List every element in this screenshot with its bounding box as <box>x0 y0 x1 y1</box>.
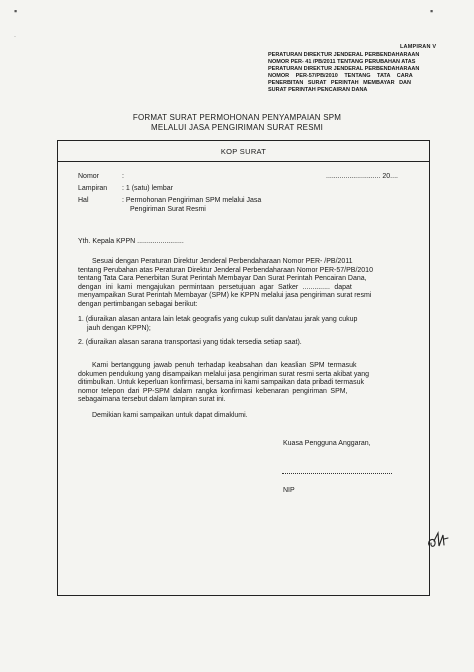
punch-mark-left: ▪ <box>14 6 18 16</box>
punch-mark-right: ▪ <box>430 6 434 16</box>
nomor-colon: : <box>122 173 124 180</box>
regulation-line: PERATURAN DIREKTUR JENDERAL PERBENDAHARAAN <box>268 52 420 58</box>
signature-dotted-line <box>282 473 392 474</box>
regulation-line: SURAT PERINTAH PENCAIRAN DANA <box>268 87 368 93</box>
regulation-reference <box>268 52 448 94</box>
paragraph-line: menyampaikan Surat Perintah Membayar (SPM) ke KPPN melalui jasa pengiriman surat resmi <box>78 292 372 300</box>
paragraph-line: Sesuai dengan Peraturan Direktur Jenderal Perbendaharaan Nomor PER- /PB/2011 <box>92 258 353 265</box>
format-title-line-1: FORMAT SURAT PERMOHONAN PENYAMPAIAN SPM <box>132 113 342 122</box>
reason-item-1 <box>78 316 410 333</box>
reason-line: jauh dengan KPPN); <box>87 324 151 332</box>
hal-label: Hal <box>78 197 89 204</box>
format-title <box>0 113 474 133</box>
lampiran-field-value: : 1 (satu) lembar <box>122 185 173 192</box>
regulation-line: NOMOR PER- 41 /PB/2011 TENTANG PERUBAHAN ATAS <box>268 59 416 65</box>
nip-label: NIP <box>283 487 295 494</box>
lampiran-field-label: Lampiran <box>78 185 108 192</box>
letterhead-area <box>58 141 429 162</box>
hal-value-line-2: Pengiriman Surat Resmi <box>130 206 206 213</box>
reason-line: 2. (diuraikan alasan sarana transportasi yang tidak tersedia setiap saat). <box>78 339 302 346</box>
signer-title: Kuasa Pengguna Anggaran, <box>283 440 371 447</box>
responsibility-paragraph <box>78 362 410 405</box>
regulation-line: PENERBITAN SURAT PERINTAH MEMBAYAR DAN <box>268 80 411 86</box>
paragraph-line: nomor telepon dari PP-SPM dalam rangka konfirmasi kebenaran pengiriman SPM, <box>78 387 348 395</box>
hal-value-line-1: : Permohonan Pengiriman SPM melalui Jasa <box>122 197 262 204</box>
lampiran-label: LAMPIRAN V <box>400 44 437 50</box>
paragraph-line: dengan pertimbangan sebagai berikut: <box>78 300 198 308</box>
paragraph-line: dengan ini kami mengajukan permintaan persetujuan agar Satker .............. dapat <box>78 283 352 291</box>
paragraph-line: tentang Perubahan atas Peraturan Direktur Jenderal Perbendaharaan Nomor PER-57/PB/2010 <box>78 266 373 274</box>
nomor-label: Nomor <box>78 173 100 180</box>
letter-frame <box>57 140 430 596</box>
regulation-line: PERATURAN DIREKTUR JENDERAL PERBENDAHARAAN <box>268 66 420 72</box>
closing-sentence: Demikian kami sampaikan untuk dapat dimaklumi. <box>92 412 248 419</box>
paragraph-line: sebagaimana tersebut dalam lampiran surat ini. <box>78 396 226 404</box>
handwritten-initial <box>425 529 451 553</box>
regulation-line: NOMOR PER-57/PB/2010 TENTANG TATA CARA <box>268 73 413 79</box>
format-title-line-2: MELALUI JASA PENGIRIMAN SURAT RESMI <box>150 123 324 132</box>
kop-surat-label: KOP SURAT <box>220 147 267 156</box>
corner-mark: · <box>14 34 16 40</box>
reason-line: 1. (diuraikan alasan antara lain letak geografis yang cukup sulit dan/atau jarak yang cukup <box>78 316 358 323</box>
letter-date: ............................ 20.... <box>326 173 398 180</box>
paragraph-line: ditimbulkan. Untuk keperluan konfirmasi, bersama ini kami sampaikan data pribadi termasuk <box>78 379 364 387</box>
reason-item-2 <box>78 339 410 348</box>
paragraph-line: dokumen pendukung yang disampaikan melalui jasa pengiriman surat resmi serta akibat yang <box>78 370 370 378</box>
paragraph-line: Kami bertanggung jawab penuh terhadap keabsahan dan keaslian SPM termasuk <box>92 362 357 369</box>
opening-paragraph <box>78 258 410 310</box>
paragraph-line: tentang Tata Cara Penerbitan Surat Perintah Membayar Dan Surat Perintah Pencairan Dana, <box>78 275 367 283</box>
addressee: Yth. Kepala KPPN ........................ <box>78 238 184 245</box>
